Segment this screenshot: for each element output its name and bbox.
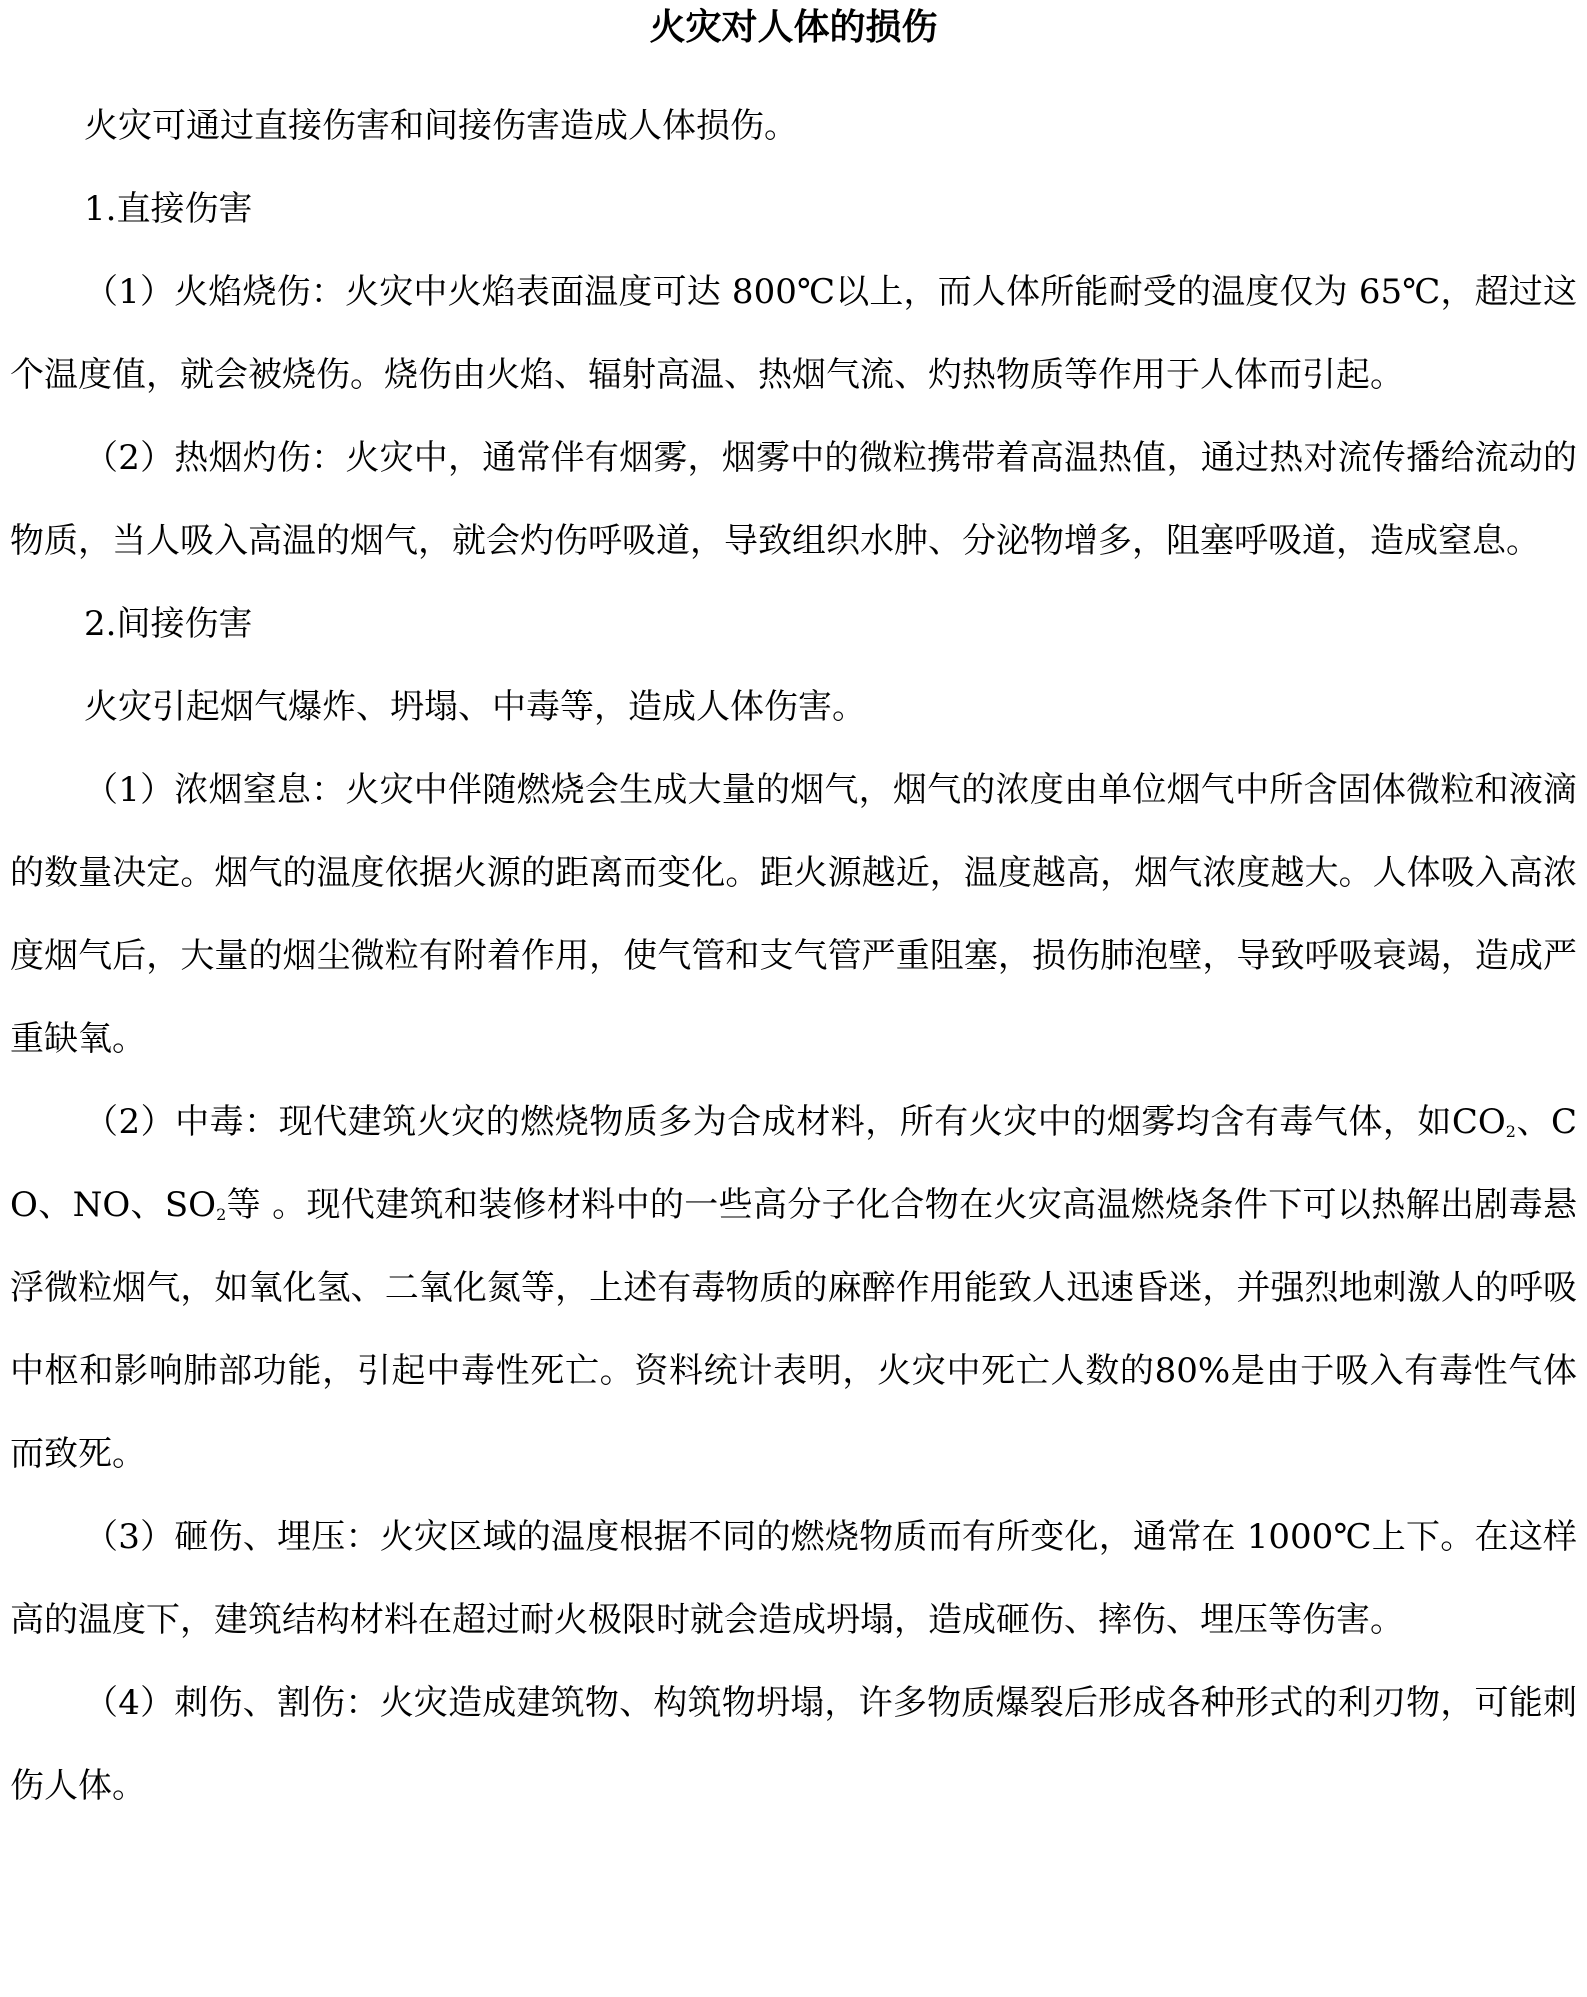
section1-item1: （1）火焰烧伤：火灾中火焰表面温度可达 800℃以上，而人体所能耐受的温度仅为 65℃，超过这个温度值，就会被烧伤。烧伤由火焰、辐射高温、热烟气流、灼热物质等作用于人体而引起。 <box>10 272 1577 395</box>
section1-heading: 1.直接伤害 <box>84 189 253 229</box>
section2-intro: 火灾引起烟气爆炸、坍塌、中毒等，造成人体伤害。 <box>84 687 866 727</box>
section2-item2 <box>10 1081 1577 1496</box>
section2-item2-mid: 、CO、NO、SO <box>10 1102 1577 1225</box>
co2-subscript: 2 <box>1505 1122 1516 1141</box>
section2-item1: （1）浓烟窒息：火灾中伴随燃烧会生成大量的烟气，烟气的浓度由单位烟气中所含固体微粒和液滴的数量决定。烟气的温度依据火源的距离而变化。距火源越近，温度越高，烟气浓度越大。人体吸入高浓度烟气后，大量的烟尘微粒有附着作用，使气管和支气管严重阻塞，损伤肺泡壁，导致呼吸衰竭，造成严重缺氧。 <box>10 770 1577 1059</box>
section2-heading: 2.间接伤害 <box>84 604 253 644</box>
section2-item2-part1: （2）中毒：现代建筑火灾的燃烧物质多为合成材料，所有火灾中的烟雾均含有毒气体，如 <box>84 1102 1452 1142</box>
intro-paragraph: 火灾可通过直接伤害和间接伤害造成人体损伤。 <box>84 106 798 146</box>
section2-item4: （4）刺伤、割伤：火灾造成建筑物、构筑物坍塌，许多物质爆裂后形成各种形式的利刃物，可能刺伤人体。 <box>10 1683 1577 1806</box>
section2-item3: （3）砸伤、埋压：火灾区域的温度根据不同的燃烧物质而有所变化，通常在 1000℃上下。在这样高的温度下，建筑结构材料在超过耐火极限时就会造成坍塌，造成砸伤、摔伤、埋压等伤害。 <box>10 1517 1577 1640</box>
co2-formula: $CO_2$ <box>1451 1102 1516 1142</box>
section2-item2-part2: 等 。现代建筑和装修材料中的一些高分子化合物在火灾高温燃烧条件下可以热解出剧毒悬浮微粒烟气，如氧化氢、二氧化氮等，上述有毒物质的麻醉作用能致人迅速昏迷，并强烈地刺激人的呼吸中枢和影响肺部功能，引起中毒性死亡。资料统计表明，火灾中死亡人数的80%是由于吸入有毒性气体而致死。 <box>10 1185 1577 1474</box>
so2-subscript: 2 <box>216 1205 227 1224</box>
document-title: 火灾对人体的损伤 <box>649 7 938 48</box>
section1-item2: （2）热烟灼伤：火灾中，通常伴有烟雾，烟雾中的微粒携带着高温热值，通过热对流传播给流动的物质，当人吸入高温的烟气，就会灼伤呼吸道，导致组织水肿、分泌物增多，阻塞呼吸道，造成窒息。 <box>10 438 1577 561</box>
document-page <box>10 0 1577 1828</box>
